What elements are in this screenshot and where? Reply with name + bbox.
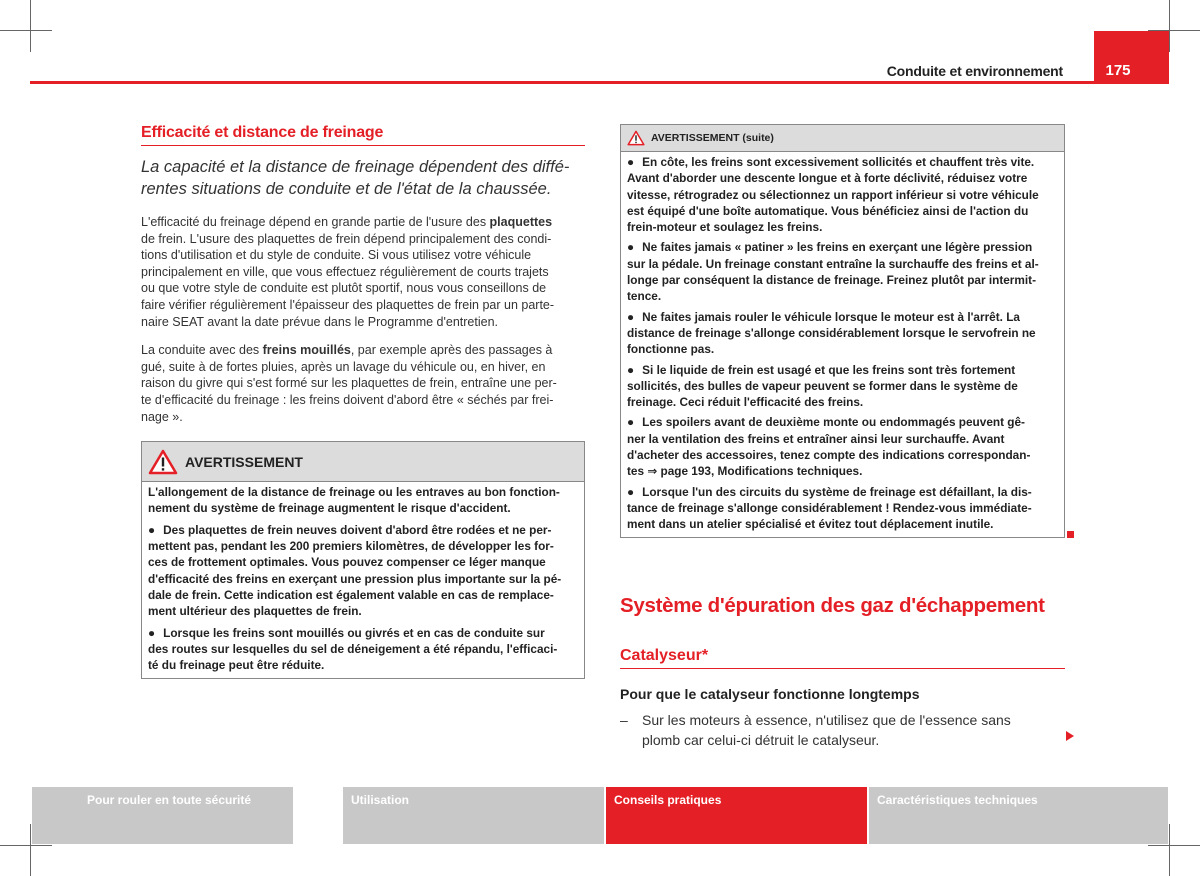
text-line [141, 342, 585, 359]
warning-bullet [627, 309, 1058, 358]
lead-line: La capacité et la distance de freinage dépendent des diffé- [141, 158, 570, 176]
text-line: des routes sur lesquelles du sel de déneigement a été répandu, l'efficaci- [148, 641, 558, 656]
text-line: Ne faites jamais rouler le véhicule lorsque le moteur est à l'arrêt. La [642, 309, 1020, 324]
header-rule [30, 81, 1094, 84]
text-line: frein-moteur et soulagez les freins. [627, 220, 823, 235]
warning-bullet [148, 625, 578, 674]
footer-tab-conseils-pratiques[interactable]: Conseils pratiques [606, 787, 867, 844]
text-line: tes ⇒ page 193, Modifications techniques. [627, 464, 863, 479]
text-line: fonctionne pas. [627, 342, 715, 357]
crop-mark [0, 845, 52, 846]
text-line: L'allongement de la distance de freinage ou les entraves au bon fonction- [148, 485, 560, 500]
text-line: ment ultérieur des plaquettes de frein. [148, 604, 362, 619]
text-line: tions d'utilisation et du style de conduite. Si vous utilisez votre véhicule [141, 248, 532, 263]
text-span: L'efficacité du freinage dépend en grande partie de l'usure des [141, 215, 490, 229]
text-line: mettent pas, pendant les 200 premiers kilomètres, de développer les for- [148, 539, 554, 554]
warning-header [142, 442, 584, 482]
text-line: ou que votre style de conduite est plutôt sportif, nous vous conseillons de [141, 281, 547, 296]
list-item-text [642, 710, 1011, 750]
text-line: raison du givre qui s'est formé sur les plaquettes de frein, entraîne une per- [141, 376, 557, 391]
dash-marker: – [620, 712, 628, 728]
warning-bullet [627, 362, 1058, 411]
text-line: Lorsque l'un des circuits du système de freinage est défaillant, la dis- [642, 484, 1032, 499]
bold-term: plaquettes [489, 215, 553, 229]
text-line: Avant d'aborder une descente longue et à forte déclivité, réduisez votre [627, 171, 1028, 186]
text-line: Si le liquide de frein est usagé et que les freins sont très fortement [642, 362, 1016, 377]
right-column [620, 124, 1065, 538]
section-title: Efficacité et distance de freinage [141, 124, 585, 146]
paragraph-freins-mouilles [141, 342, 585, 425]
warning-triangle-icon [148, 449, 178, 475]
footer-tab-securite[interactable]: Pour rouler en toute sécurité [32, 787, 293, 844]
bullet-dot: ● [627, 362, 635, 377]
left-column [141, 124, 585, 679]
text-line: nement du système de freinage augmentent le risque d'accident. [148, 501, 511, 516]
warning-box-continued [620, 124, 1065, 538]
text-line [141, 214, 585, 231]
lead-line: rentes situations de conduite et de l'état de la chaussée. [141, 180, 552, 198]
crop-mark [1148, 845, 1200, 846]
warning-bullet [627, 484, 1058, 533]
text-line: longe par conséquent la distance de freinage. Freinez plutôt par intermit- [627, 273, 1037, 288]
text-line: vitesse, rétrogradez ou sélectionnez un rapport inférieur si votre véhicule [627, 187, 1039, 202]
crop-mark [1169, 824, 1170, 876]
section-title-exhaust: Système d'épuration des gaz d'échappement [620, 594, 1045, 617]
text-line: Lorsque les freins sont mouillés ou givrés et en cas de conduite sur [163, 625, 545, 640]
text-span: La conduite avec des [141, 343, 263, 358]
text-line: distance de freinage s'allonge considérablement lorsque le servofrein ne [627, 325, 1036, 340]
text-line: sur la pédale. Un freinage constant entraîne la surchauffe des freins et al- [627, 256, 1039, 271]
warning-bullet [627, 239, 1058, 304]
bullet-dot: ● [148, 522, 156, 537]
text-line: ces de frottement optimales. Vous pouvez compenser ce léger manque [148, 555, 546, 570]
text-line: gué, suite à de fortes pluies, après un lavage du véhicule ou, en hiver, en [141, 359, 546, 374]
crop-mark [30, 0, 31, 52]
subsection-title: Catalyseur* [620, 647, 1065, 669]
warning-intro [148, 484, 578, 517]
text-line: naire SEAT avant la date prévue dans le Programme d'entretien. [141, 314, 498, 329]
lead-paragraph [141, 156, 585, 200]
end-of-section-marker [1067, 531, 1074, 538]
bullet-dot: ● [148, 625, 156, 640]
warning-body [621, 152, 1064, 537]
bullet-dot: ● [627, 155, 635, 169]
list-item [620, 710, 1040, 750]
text-line: dale de frein. Cette indication est également valable en cas de remplace- [148, 587, 554, 602]
warning-bullet [148, 522, 578, 620]
text-line: Sur les moteurs à essence, n'utilisez que de l'essence sans [642, 712, 1011, 728]
text-line: té du freinage peut être réduite. [148, 658, 325, 673]
warning-box [141, 441, 585, 679]
bullet-dot: ● [627, 484, 635, 499]
warning-header [621, 125, 1064, 152]
crop-mark [30, 824, 31, 876]
crop-mark [0, 30, 52, 31]
paragraph-plaquettes [141, 214, 585, 330]
footer-tab-utilisation[interactable]: Utilisation [343, 787, 604, 844]
text-line: d'efficacité des freins en exerçant une pression plus importante sur la pé- [148, 571, 562, 586]
text-line: tence. [627, 289, 662, 304]
page-number: 175 [1105, 62, 1131, 79]
warning-title: AVERTISSEMENT [185, 453, 303, 470]
text-line: d'acheter des accessoires, tenez compte des indications correspondan- [627, 448, 1031, 463]
warning-bullet [627, 154, 1058, 235]
text-line: te d'efficacité du freinage : les freins doivent d'abord être « séchés par frei- [141, 392, 554, 407]
text-line: nage ». [141, 409, 183, 424]
instruction-heading: Pour que le catalyseur fonctionne longtemps [620, 686, 920, 702]
text-line: est équipé d'une boîte automatique. Vous bénéficiez ainsi de l'action du [627, 203, 1029, 218]
warning-bullet [627, 414, 1058, 479]
footer-tab-caracteristiques[interactable]: Caractéristiques techniques [869, 787, 1168, 844]
bullet-dot: ● [627, 309, 635, 324]
text-line: plomb car celui-ci détruit le catalyseur. [642, 732, 880, 748]
warning-triangle-icon [627, 130, 645, 146]
text-line: En côte, les freins sont excessivement sollicités et chauffent très vite. [642, 155, 1035, 169]
text-line: tance de freinage s'allonge considérablement ! Rendez-vous immédiate- [627, 500, 1032, 515]
warning-body [142, 482, 584, 678]
text-line: Les spoilers avant de deuxième monte ou endommagés peuvent gê- [642, 415, 1025, 430]
arrow-right-icon [1066, 731, 1074, 741]
text-line: ner la ventilation des freins et entraîner ainsi leur surchauffe. Avant [627, 431, 1005, 446]
bold-term: freins mouillés [262, 343, 351, 358]
text-line: Ne faites jamais « patiner » les freins en exerçant une légère pression [642, 240, 1033, 255]
text-line: faire vérifier régulièrement l'épaisseur des plaquettes de frein par un parte- [141, 297, 555, 312]
bullet-dot: ● [627, 415, 635, 430]
text-line: ment dans un atelier spécialisé et évitez tout déplacement inutile. [627, 517, 994, 532]
chapter-title: Conduite et environnement [886, 63, 1063, 79]
text-line: de frein. L'usure des plaquettes de frein dépend principalement des condi- [141, 231, 552, 246]
warning-title: AVERTISSEMENT (suite) [651, 132, 774, 144]
text-line: sollicités, des bulles de vapeur peuvent se former dans le système de [627, 378, 1018, 393]
bullet-dot: ● [627, 240, 635, 255]
text-span: , par exemple après des passages à [350, 343, 553, 358]
text-line: principalement en ville, que vous effectuez régulièrement de courts trajets [141, 264, 549, 279]
crop-mark [1169, 0, 1170, 52]
text-line: freinage. Ceci réduit l'efficacité des freins. [627, 395, 864, 410]
text-line: Des plaquettes de frein neuves doivent d'abord être rodées et ne per- [163, 522, 552, 537]
